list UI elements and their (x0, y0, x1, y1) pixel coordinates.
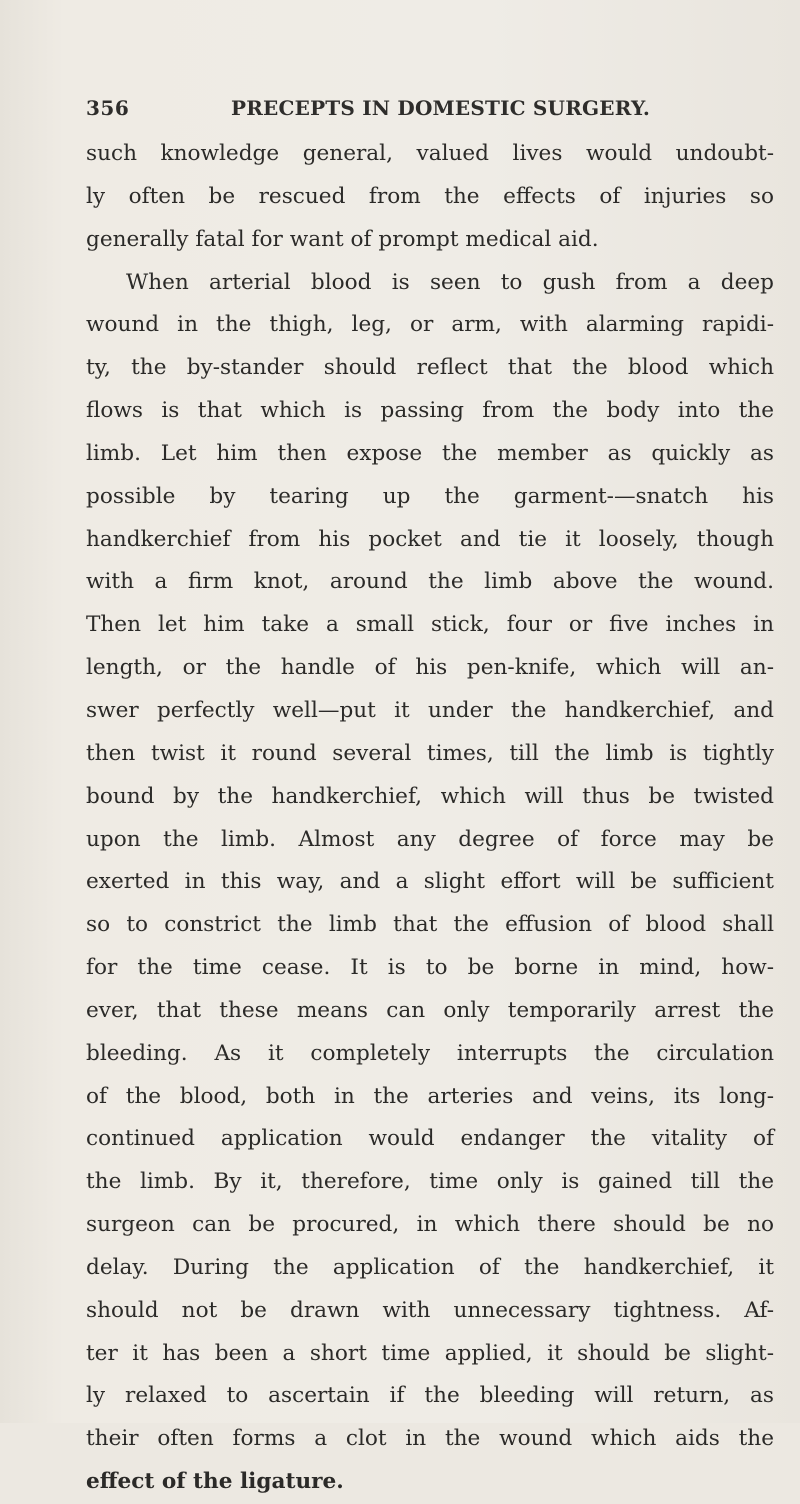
text-line: with a firm knot, around the limb above the wound. (86, 569, 774, 595)
text-line: the limb. By it, therefore, time only is gained till the (86, 1169, 774, 1195)
text-line: limb. Let him then expose the member as quickly as (86, 440, 774, 466)
text-line: then twist it round several times, till the limb is tightly (86, 740, 774, 766)
running-title: PRECEPTS IN DOMESTIC SURGERY. (231, 96, 651, 120)
text-line: Then let him take a small stick, four or five inches in (86, 612, 774, 638)
text-line: ly often be rescued from the effects of injuries so (86, 183, 774, 209)
text-line: length, or the handle of his pen-knife, which will an- (86, 655, 774, 681)
page-header (86, 96, 726, 130)
text-line: possible by tearing up the garment-—snatch his (86, 483, 774, 509)
text-line: ever, that these means can only temporarily arrest the (86, 997, 774, 1023)
text-line: of the blood, both in the arteries and veins, its long- (86, 1083, 774, 1109)
text-line: surgeon can be procured, in which there should be no (86, 1212, 774, 1238)
text-line: wound in the thigh, leg, or arm, with alarming rapidi- (86, 312, 774, 338)
text-line: exerted in this way, and a slight effort will be sufficient (86, 869, 774, 895)
text-line: upon the limb. Almost any degree of force may be (86, 826, 774, 852)
text-line: generally fatal for want of prompt medical aid. (86, 226, 599, 252)
text-line: handkerchief from his pocket and tie it loosely, though (86, 526, 774, 552)
text-line: should not be drawn with unnecessary tightness. Af- (86, 1297, 774, 1323)
paragraph-end-line: effect of the ligature. (86, 1469, 344, 1495)
text-line: swer perfectly well—put it under the handkerchief, and (86, 697, 774, 723)
text-line: bound by the handkerchief, which will thus be twisted (86, 783, 774, 809)
text-line: for the time cease. It is to be borne in mind, how- (86, 955, 774, 981)
text-line: continued application would endanger the vitality of (86, 1126, 774, 1152)
text-line: so to constrict the limb that the effusion of blood shall (86, 912, 774, 938)
paragraph-start-line: When arterial blood is seen to gush from a deep (126, 269, 774, 295)
text-line: delay. During the application of the handkerchief, it (86, 1254, 774, 1280)
text-line: their often forms a clot in the wound which aids the (86, 1426, 774, 1452)
text-line: bleeding. As it completely interrupts the circulation (86, 1040, 774, 1066)
text-line: such knowledge general, valued lives would undoubt- (86, 141, 774, 166)
body-text (86, 133, 774, 1504)
page-number: 356 (86, 96, 130, 120)
text-line: flows is that which is passing from the body into the (86, 398, 774, 424)
text-line: ter it has been a short time applied, it should be slight- (86, 1340, 774, 1366)
text-line: ty, the by-stander should reflect that the blood which (86, 355, 774, 381)
text-line: ly relaxed to ascertain if the bleeding will return, as (86, 1383, 774, 1409)
